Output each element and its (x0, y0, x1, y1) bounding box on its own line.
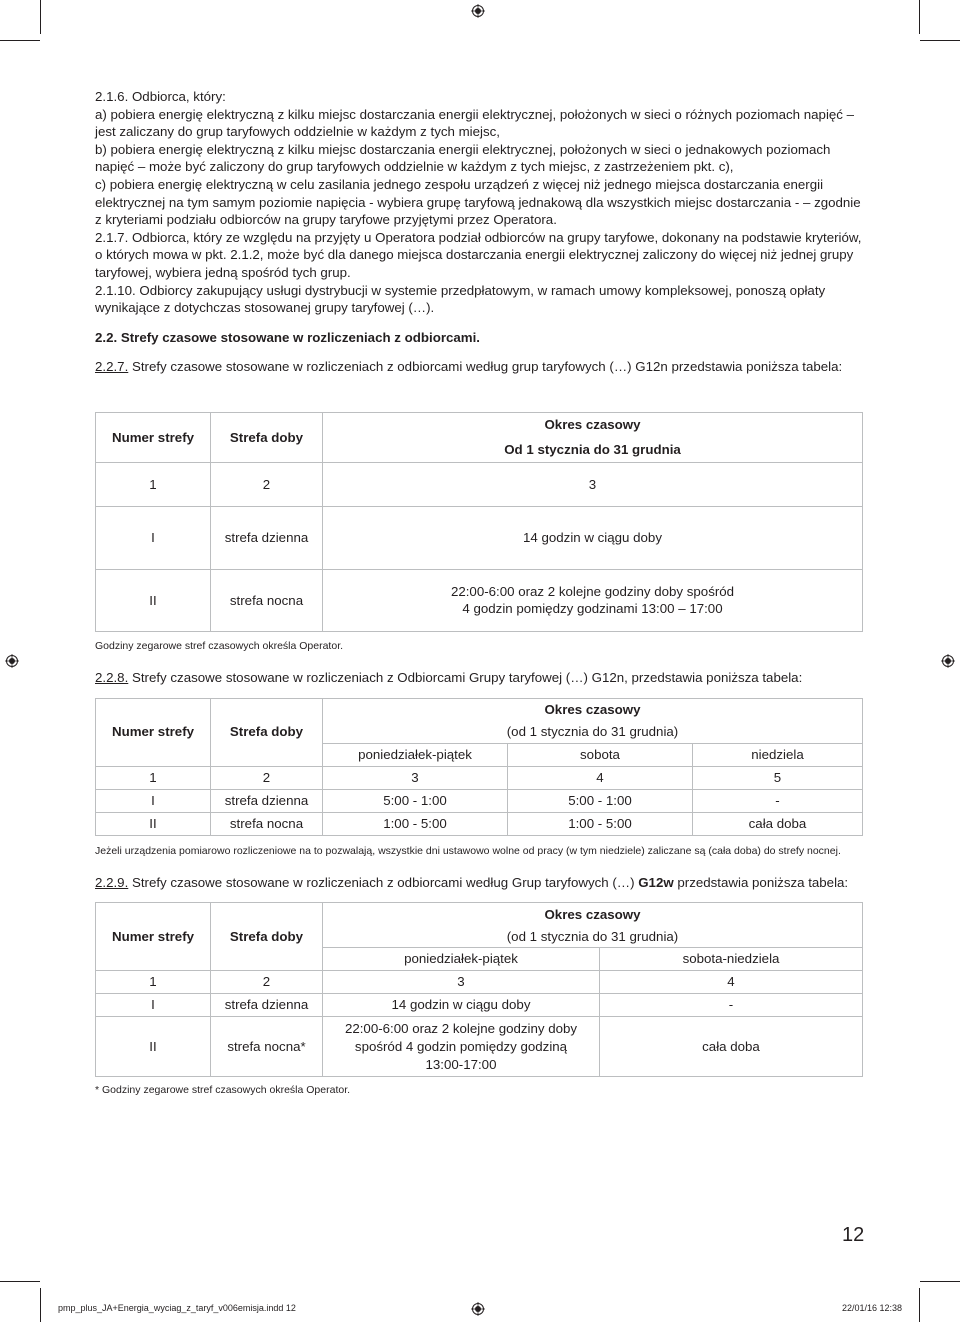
table-cell: cała doba (693, 812, 863, 835)
crop-mark (0, 1281, 40, 1282)
table-cell (323, 1017, 600, 1077)
cell-line: 22:00-6:00 oraz 2 kolejne godziny doby (344, 1020, 578, 1036)
table-cell: 5:00 - 1:00 (508, 789, 693, 812)
table-cell: strefa nocna* (211, 1017, 323, 1077)
table-cell: I (96, 994, 211, 1017)
crop-mark (0, 40, 40, 41)
table-row (96, 766, 863, 789)
table-cell: II (96, 1017, 211, 1077)
cell-line: 13:00-17:00 (425, 1056, 497, 1072)
header-range: (od 1 stycznia do 31 grudnia) (323, 926, 863, 948)
header-day-zone: Strefa doby (211, 903, 323, 971)
table-g12n-weekend (95, 698, 863, 836)
table-cell: 5:00 - 1:00 (323, 789, 508, 812)
table-row (96, 994, 863, 1017)
section-title: 2.2. Strefy czasowe stosowane w rozliczeniach z odbiorcami. (95, 329, 480, 345)
crop-mark (920, 40, 960, 41)
table-cell (323, 569, 863, 631)
table-cell: 4 (600, 971, 863, 994)
table-cell: II (96, 812, 211, 835)
table-cell: strefa nocna (211, 812, 323, 835)
paragraph-2-1-10: 2.1.10. Odbiorcy zakupujący usługi dystrybucji w systemie przedpłatowym, w ramach umowy kompleksowej, ponoszą opłaty wynikające z dotychczas stosowanej grupy taryfowej (…). (95, 282, 826, 316)
table-cell: 5 (693, 766, 863, 789)
header-day: sobota (508, 743, 693, 766)
header-period: Okres czasowy (323, 698, 863, 721)
table-row (96, 789, 863, 812)
section-number: 2.2.7. (95, 359, 129, 375)
crop-mark (920, 1281, 960, 1282)
crop-mark (40, 0, 41, 34)
section-number: 2.2.8. (95, 669, 129, 685)
slug-date: 22/01/16 12:38 (842, 1303, 903, 1313)
table-row (96, 971, 863, 994)
table-cell: - (693, 789, 863, 812)
header-day: sobota-niedziela (600, 948, 863, 971)
header-day: poniedziałek-piątek (323, 743, 508, 766)
table-cell: strefa dzienna (211, 789, 323, 812)
header-period: Okres czasowy (323, 903, 863, 926)
paragraph-a: a) pobiera energię elektryczną z kilku miejsc dostarczania energii elektrycznej, położonych w sieci o różnych poziomach napięć – jest zaliczany do grup taryfowych oddzielnie w każdym z tych miejsc, (95, 106, 855, 140)
header-day: niedziela (693, 743, 863, 766)
intro-2-2-8 (95, 669, 867, 687)
table-cell: 3 (323, 462, 863, 506)
header-period: Okres czasowy (323, 412, 863, 437)
intro-2-2-7 (95, 358, 867, 376)
table-cell: cała doba (600, 1017, 863, 1077)
table-cell: 14 godzin w ciągu doby (323, 506, 863, 569)
table-g12n (95, 412, 863, 632)
table-header-row (96, 903, 863, 926)
table-row (96, 1017, 863, 1077)
page-number: 12 (842, 1224, 865, 1246)
paragraph-2-1-6: 2.1.6. Odbiorca, który: (95, 89, 226, 104)
table-cell: I (96, 789, 211, 812)
table-cell: 2 (211, 971, 323, 994)
table-cell: strefa nocna (211, 569, 323, 631)
registration-mark-icon (5, 654, 19, 668)
cell-line: 4 godzin pomiędzy godzinami 13:00 – 17:00 (462, 601, 723, 617)
header-range: Od 1 stycznia do 31 grudnia (323, 437, 863, 462)
table-cell: strefa dzienna (211, 994, 323, 1017)
table-cell: 1:00 - 5:00 (323, 812, 508, 835)
cell-line: 22:00-6:00 oraz 2 kolejne godziny doby spośród (450, 584, 735, 600)
slug-filename: pmp_plus_JA+Energia_wyciag_z_taryf_v006emisja.indd 12 (58, 1303, 296, 1313)
registration-mark-icon (471, 1302, 485, 1316)
table-header-row (96, 698, 863, 721)
crop-mark (919, 0, 920, 34)
table-note: Jeżeli urządzenia pomiarowo rozliczeniowe na to pozwalają, wszystkie dni ustawowo wolne od pracy (w tym niedziele) zaliczane są (cała doba) do strefy nocnej. (95, 844, 841, 857)
cell-line: spośród 4 godzin pomiędzy godziną (354, 1038, 568, 1054)
table-cell: 3 (323, 971, 600, 994)
header-range: (od 1 stycznia do 31 grudnia) (323, 721, 863, 743)
table-cell: 1 (96, 971, 211, 994)
header-zone-number: Numer strefy (96, 412, 211, 462)
header-day-zone: Strefa doby (211, 698, 323, 766)
paragraph-b: b) pobiera energię elektryczną z kilku miejsc dostarczania energii elektrycznej, położonych w sieci o jednakowych poziomach napięć – może być zaliczony do grup taryfowych oddzielnie w każdym z tych miejsc, z zastrzeżeniem pkt. c), (95, 141, 831, 175)
paragraph-2-1-7: 2.1.7. Odbiorca, który ze względu na przyjęty u Operatora podział odbiorców na grupy taryfowe, dokonany na podstawie kryteriów, o których mowa w pkt. 2.1.2, może być dla danego miejsca dostarczania energii elektrycznej zaliczony do więcej niż jednej grupy taryfowej, wybiera jedną spośród tych grup. (95, 229, 862, 280)
registration-mark-icon (941, 654, 955, 668)
header-day: poniedziałek-piątek (323, 948, 600, 971)
table-note: * Godziny zegarowe stref czasowych określa Operator. (95, 1084, 351, 1097)
header-day-zone: Strefa doby (211, 412, 323, 462)
table-cell: 2 (211, 462, 323, 506)
paragraph-c: c) pobiera energię elektryczną w celu zasilania jednego zespołu urządzeń z więcej niż jednego miejsca dostarczania energii elektrycznej na tym samym poziomie napięcia - wybiera grupę taryfową jednakową dla wszystkich miejsc dostarczania - – zgodnie z kryteriami podziału odbiorców na grupy taryfowe przyjętymi przez Operatora. (95, 176, 861, 228)
table-cell: 1:00 - 5:00 (508, 812, 693, 835)
intro-text: Strefy czasowe stosowane w rozliczeniach z odbiorcami według grup taryfowych (…) G12n przedstawia poniższa tabela: (128, 359, 843, 375)
header-zone-number: Numer strefy (96, 903, 211, 971)
table-row (96, 569, 863, 631)
table-row (96, 812, 863, 835)
section-number: 2.2.9. (95, 874, 129, 890)
intro-text: Strefy czasowe stosowane w rozliczeniach z Odbiorcami Grupy taryfowej (…) G12n, przedstawia poniższa tabela: (128, 669, 803, 685)
registration-mark-icon (471, 4, 485, 18)
table-cell: 14 godzin w ciągu doby (323, 994, 600, 1017)
table-row (96, 506, 863, 569)
table-cell: 1 (96, 462, 211, 506)
intro-text: Strefy czasowe stosowane w rozliczeniach z odbiorcami według Grup taryfowych (…) (128, 874, 639, 890)
page-content (95, 88, 867, 1097)
table-g12w (95, 902, 863, 1077)
tariff-code: G12w (638, 874, 674, 890)
intro-text: przedstawia poniższa tabela: (673, 874, 849, 890)
table-row (96, 462, 863, 506)
crop-mark (40, 1288, 41, 1322)
intro-2-2-9 (95, 874, 867, 892)
table-cell: II (96, 569, 211, 631)
table-cell: 3 (323, 766, 508, 789)
table-cell: - (600, 994, 863, 1017)
table-cell: strefa dzienna (211, 506, 323, 569)
crop-mark (919, 1288, 920, 1322)
table-note: Godziny zegarowe stref czasowych określa Operator. (95, 639, 344, 652)
table-cell: 2 (211, 766, 323, 789)
table-cell: I (96, 506, 211, 569)
header-zone-number: Numer strefy (96, 698, 211, 766)
table-cell: 1 (96, 766, 211, 789)
table-header-row (96, 412, 863, 437)
table-cell: 4 (508, 766, 693, 789)
